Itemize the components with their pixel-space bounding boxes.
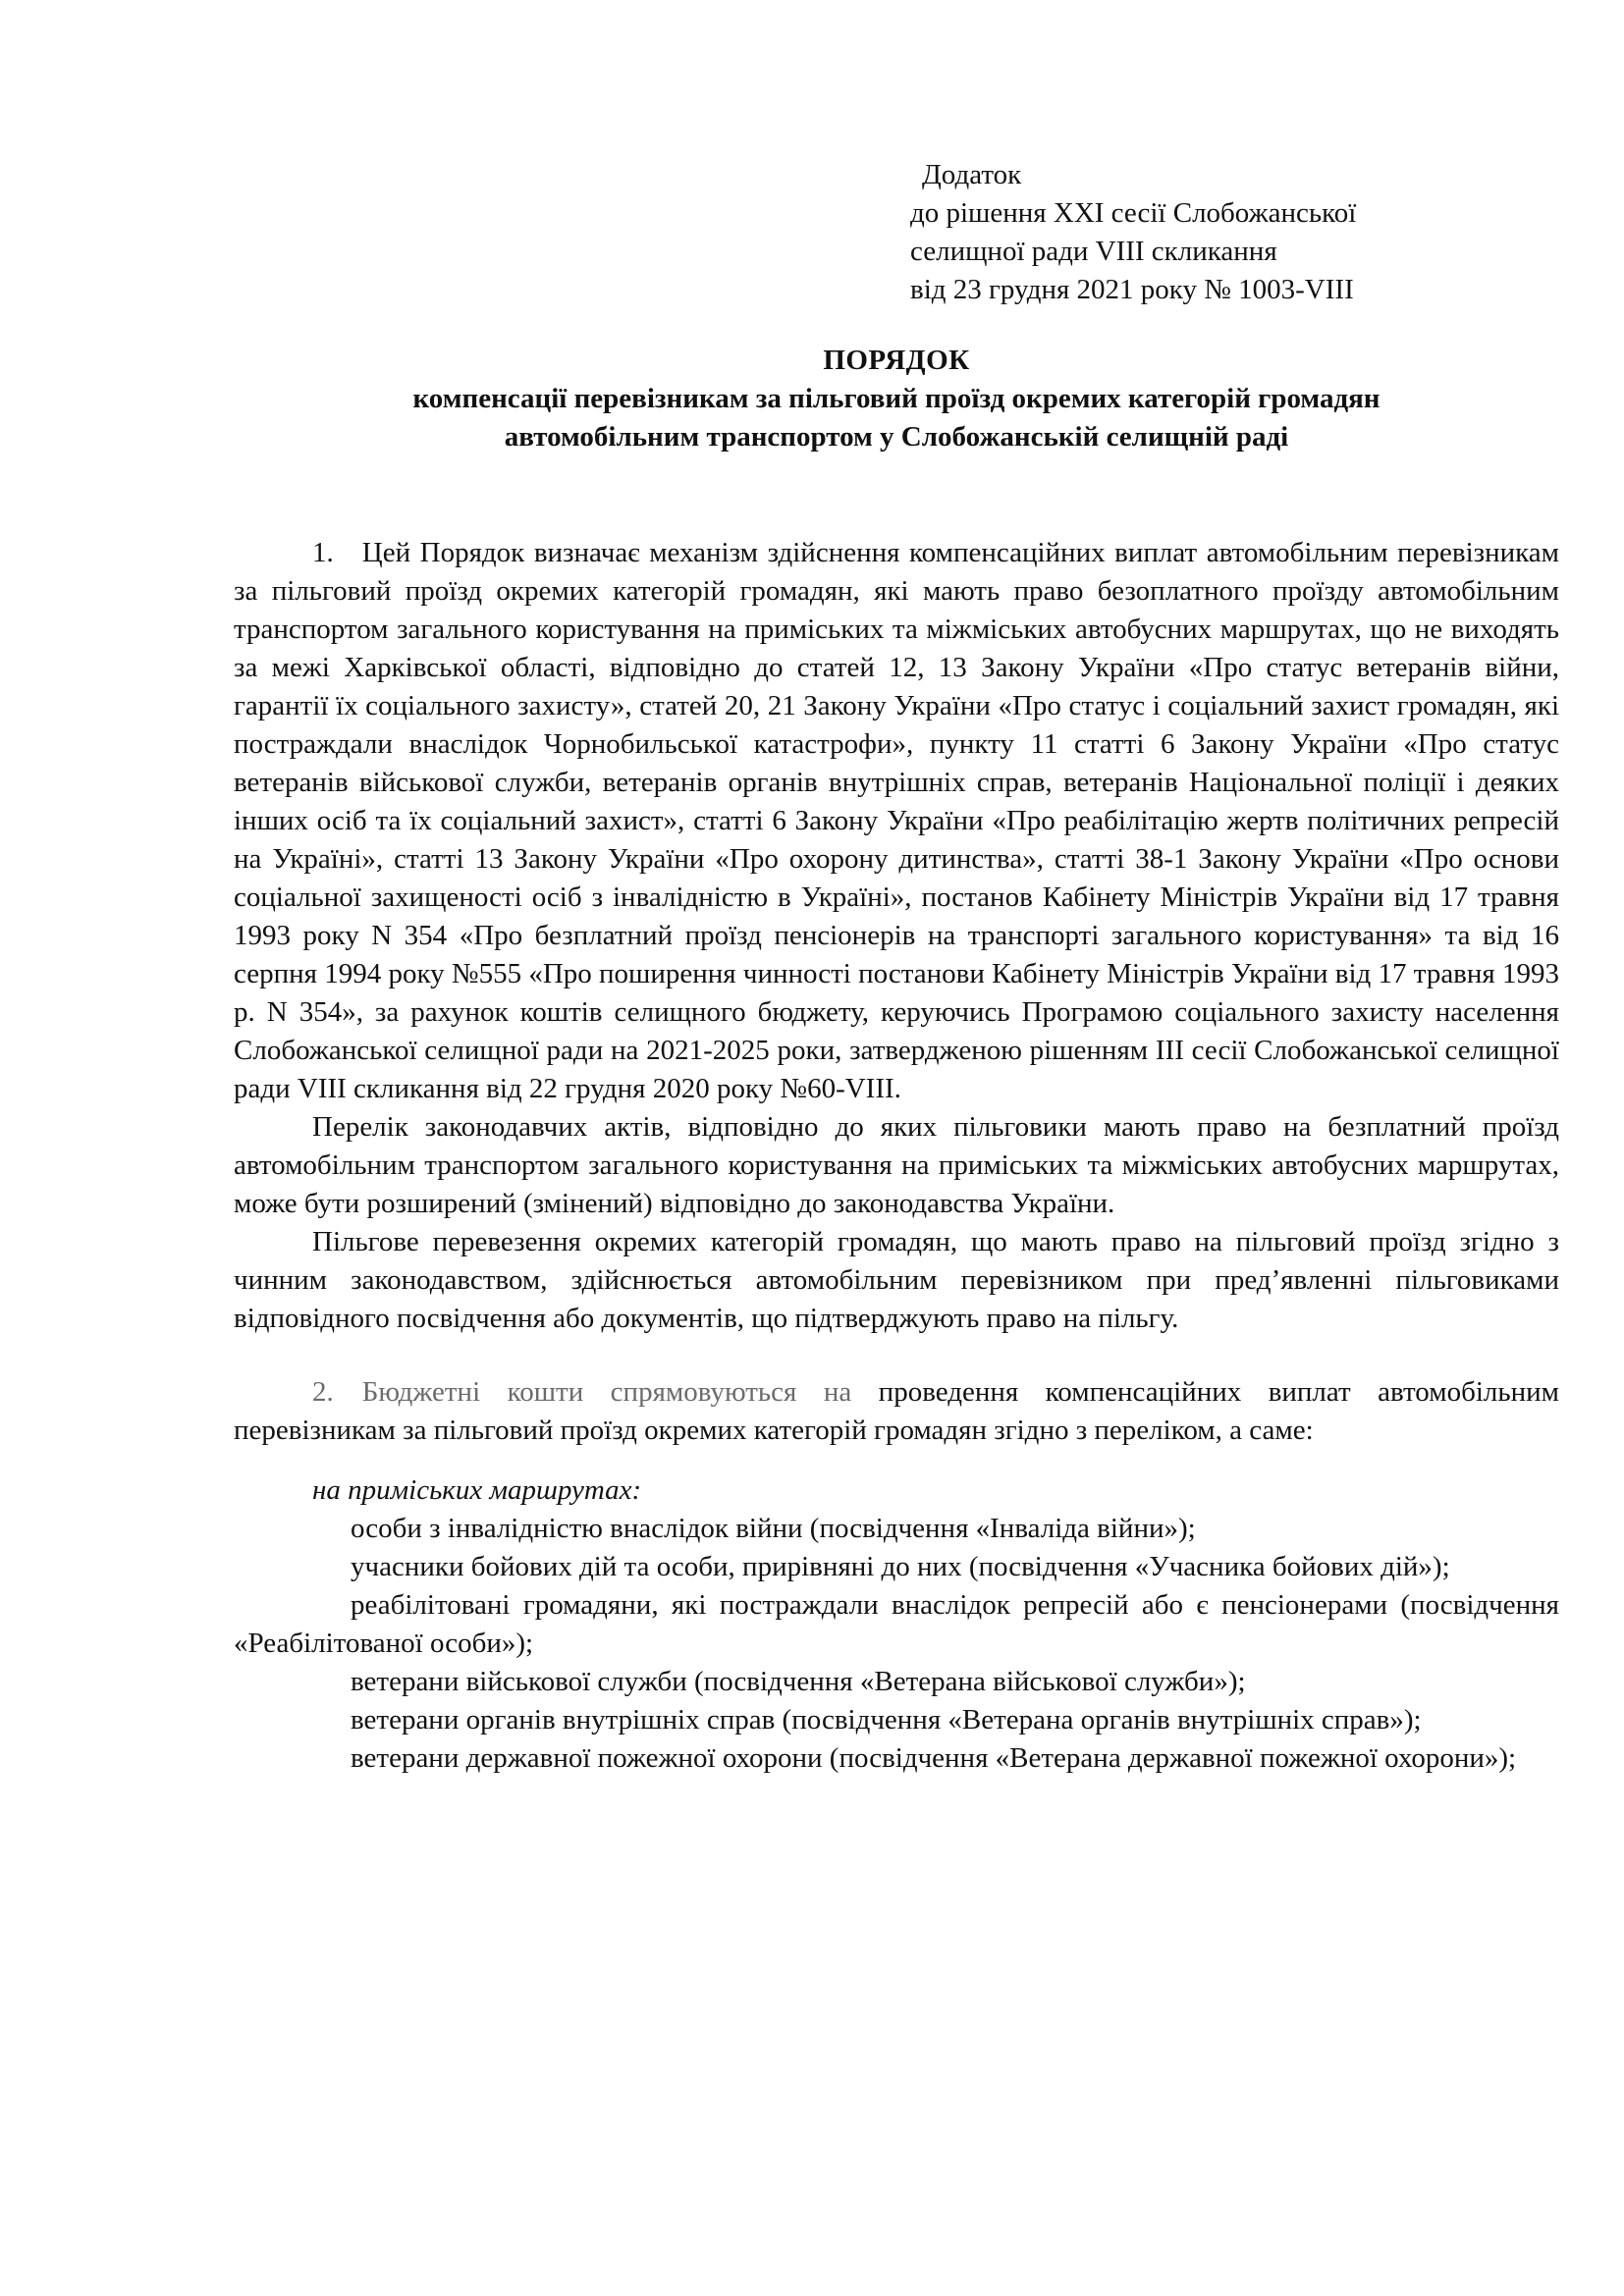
list-item: особи з інвалідністю внаслідок війни (посвідчення «Інваліда війни»); <box>351 1513 1196 1544</box>
list-item: учасники бойових дій та особи, прирівняні до них (посвідчення «Учасника бойових дій»); <box>351 1551 1450 1582</box>
document-body <box>234 534 1559 1778</box>
paragraph-4 <box>234 1373 1559 1450</box>
paragraph-4-grey-part: 2. Бюджетні кошти спрямовуються на <box>312 1376 852 1408</box>
paragraph-2: Перелік законодавчих актів, відповідно до яких пільговики мають право на безплатний проїзд автомобільним транспортом загального користування на приміських та міжміських автобусних маршрутах, може бути розширений (змінений) відповідно до законодавства України. <box>234 1111 1559 1219</box>
title-heading: ПОРЯДОК <box>823 345 970 376</box>
list-item: ветерани військової служби (посвідчення «Ветерана військової служби»); <box>351 1666 1246 1697</box>
category-heading: на приміських маршрутах: <box>312 1474 642 1506</box>
appendix-decision: до рішення ХХІ сесії Слобожанської <box>910 197 1357 229</box>
appendix-block <box>910 156 1539 309</box>
list-item: ветерани державної пожежної охорони (посвідчення «Ветерана державної пожежної охорони»); <box>351 1742 1517 1774</box>
list-item: ветерани органів внутрішніх справ (посвідчення «Ветерана органів внутрішніх справ»); <box>351 1704 1422 1735</box>
paragraph-3: Пільгове перевезення окремих категорій громадян, що мають право на пільговий проїзд згідно з чинним законодавством, здійснюється автомобільним перевізником при пред’явленні пільговиками відповідного посвідчення або документів, що підтверджують право на пільгу. <box>234 1226 1559 1334</box>
title-subtitle-line2: автомобільним транспортом у Слобожанській селищній раді <box>504 421 1289 453</box>
beneficiary-list <box>234 1510 1559 1778</box>
paragraph-4-rest: проведення компенсаційних виплат автомобільним перевізникам за пільговий проїзд окремих категорій громадян згідно з переліком, а саме: <box>234 1376 1559 1446</box>
list-item: реабілітовані громадяни, які постраждали внаслідок репресій або є пенсіонерами (посвідчення «Реабілітованої особи»); <box>234 1589 1559 1659</box>
title-subtitle-line1: компенсації перевізникам за пільговий проїзд окремих категорій громадян <box>412 383 1380 414</box>
paragraph-1: 1. Цей Порядок визначає механізм здійснення компенсаційних виплат автомобільним перевізникам за пільговий проїзд окремих категорій громадян, які мають право безоплатного проїзду автомобільним транспортом загального користування на приміських та міжміських автобусних маршрутах, що не виходять за межі Харківської області, відповідно до статей 12, 13 Закону України «Про статус ветеранів війни, гарантії їх соціального захисту», статей 20, 21 Закону України «Про статус і соціальний захист громадян, які постраждали внаслідок Чорнобильської катастрофи», пункту 11 статті 6 Закону України «Про статус ветеранів військової служби, ветеранів органів внутрішніх справ, ветеранів Національної поліції і деяких інших осіб та їх соціальний захист», статті 6 Закону України «Про реабілітацію жертв політичних репресій на Україні», статті 13 Закону України «Про охорону дитинства», статті 38-1 Закону України «Про основи соціальної захищеності осіб з інвалідністю в Україні», постанов Кабінету Міністрів України від 17 травня 1993 року N 354 «Про безплатний проїзд пенсіонерів на транспорті загального користування» та від 16 серпня 1994 року №555 «Про поширення чинності постанови Кабінету Міністрів України від 17 травня 1993 р. N 354», за рахунок коштів селищного бюджету, керуючись Програмою соціального захисту населення Слобожанської селищної ради на 2021-2025 роки, затвердженою рішенням ІІІ сесії Слобожанської селищної ради VIII скликання від 22 грудня 2020 року №60-VIII. <box>234 537 1559 1104</box>
appendix-date-number: від 23 грудня 2021 року № 1003-VIII <box>910 274 1354 305</box>
appendix-label: Додаток <box>922 159 1022 190</box>
document-title <box>234 342 1559 456</box>
appendix-council: селищної ради VIII скликання <box>910 236 1277 267</box>
